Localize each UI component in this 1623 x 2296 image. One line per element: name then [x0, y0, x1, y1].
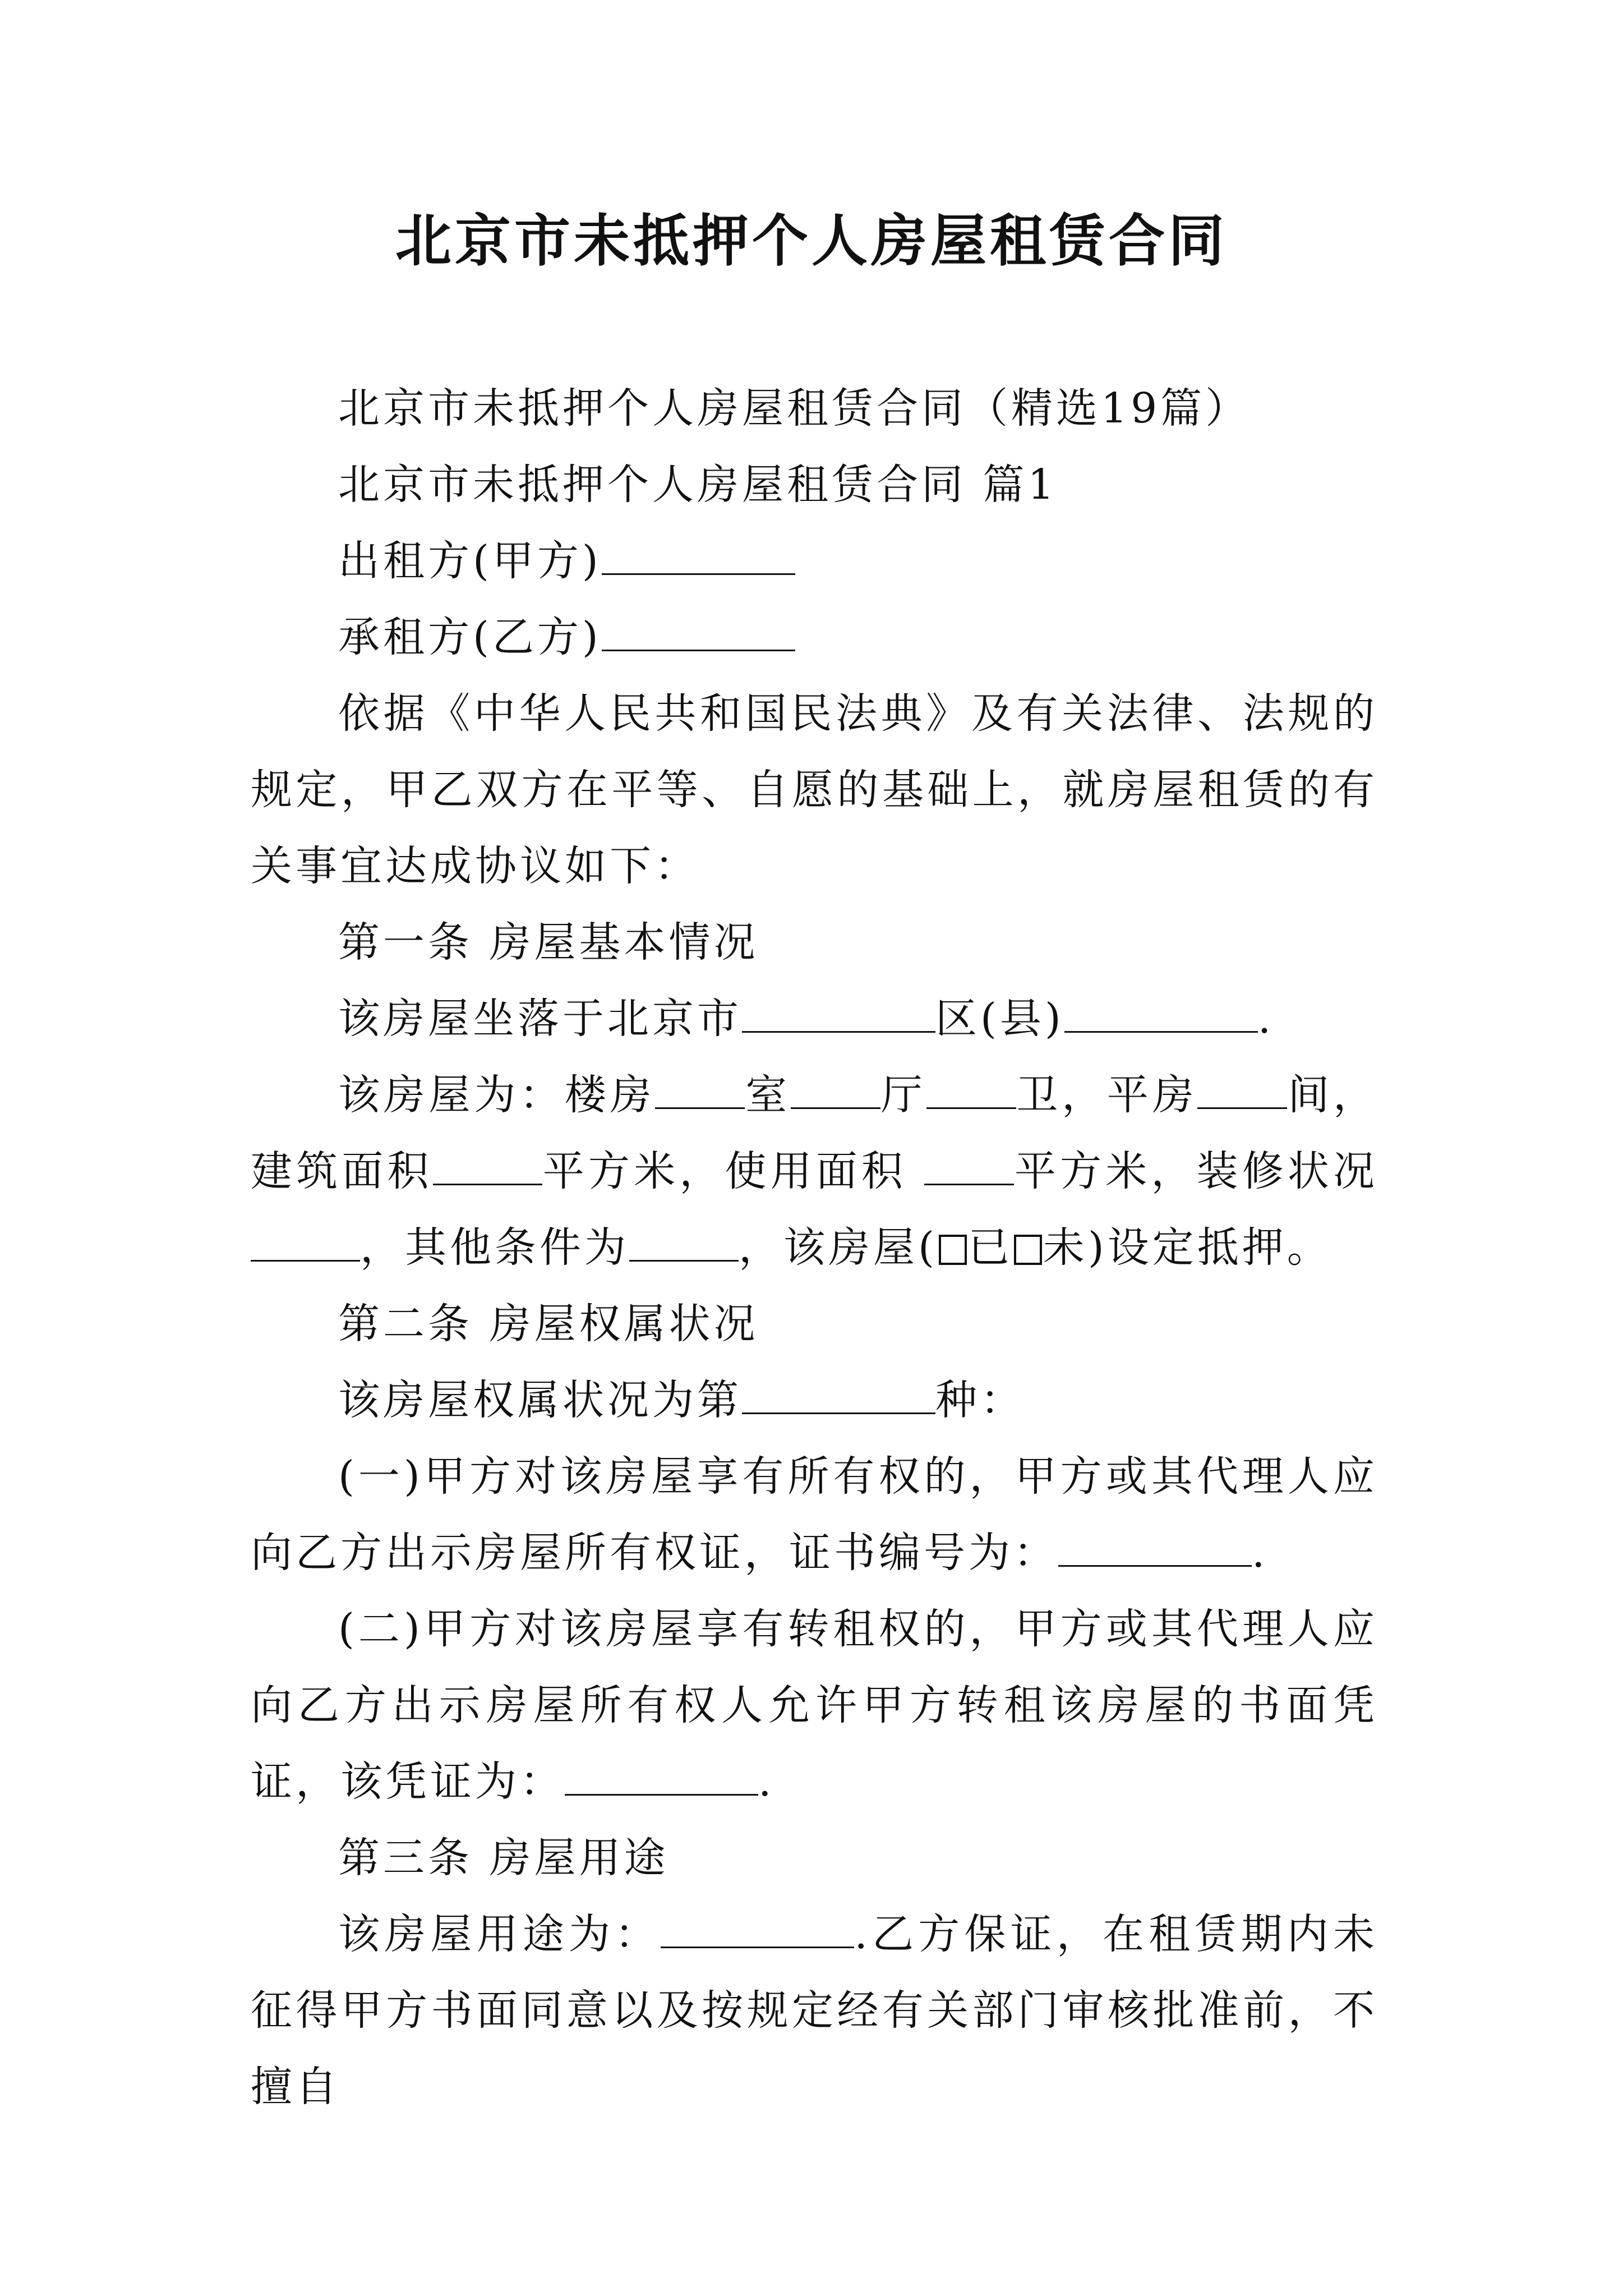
blank-line [251, 1223, 360, 1262]
text-fragment: . [1257, 995, 1275, 1043]
blank-line [1058, 1528, 1252, 1567]
text-fragment: 区(县) [935, 995, 1064, 1043]
text-fragment: 卫，平房 [1016, 1071, 1198, 1119]
text-fragment: 平方米，装修状况 [1013, 1147, 1378, 1195]
blank-line [433, 1147, 542, 1185]
text-fragment: 平方米，使用面积 [542, 1147, 924, 1195]
paragraph-usage [251, 1896, 1378, 2125]
paragraph-ownership-type [251, 1362, 1378, 1438]
blank-line [742, 1375, 935, 1414]
paragraph-house-type [251, 1057, 1378, 1286]
paragraph-lessee [251, 599, 1378, 675]
blank-line [1064, 994, 1258, 1033]
blank-line [1197, 1070, 1287, 1109]
blank-line [655, 1070, 745, 1109]
document-body [251, 370, 1378, 2125]
text-fragment: 间，建筑面积 [251, 1071, 1378, 1195]
text-fragment: ，其他条件为 [360, 1223, 629, 1272]
article-1-heading: 第一条 房屋基本情况 [338, 918, 759, 967]
blank-line [602, 536, 795, 575]
text-fragment: 该房屋为：楼房 [338, 1071, 656, 1119]
paragraph-lessor [251, 523, 1378, 599]
text-fragment: . [758, 1757, 775, 1806]
blank-line [661, 1910, 854, 1948]
paragraph-location [251, 981, 1378, 1057]
paragraph-section-title: 北京市未抵押个人房屋租赁合同 篇1 [338, 461, 1058, 509]
text-fragment: (一)甲方对该房屋享有所有权的，甲方或其代理人应向乙方出示房屋所有权证，证书编号为： [251, 1452, 1378, 1577]
paragraph-ownership-2 [251, 1591, 1378, 1820]
blank-line [742, 994, 935, 1033]
document-title: 北京市未抵押个人房屋租赁合同 [395, 208, 1228, 274]
text-fragment: 种： [935, 1376, 1025, 1424]
blank-line [926, 1070, 1016, 1109]
text-fragment: 该房屋坐落于北京市 [338, 995, 742, 1043]
text-fragment: .乙方保证，在租赁期内未征得甲方书面同意以及按规定经有关部门审核批准前，不擅自 [251, 1910, 1378, 2111]
text-fragment: 该房屋用途为： [338, 1910, 661, 1958]
text-fragment: 厅 [880, 1071, 926, 1119]
checkbox-icon [1014, 1235, 1042, 1265]
text-fragment: 该房屋权属状况为第 [338, 1376, 742, 1424]
text-fragment: ，该房屋( [739, 1223, 938, 1272]
article-3-heading: 第三条 房屋用途 [338, 1834, 669, 1882]
paragraph-ownership-1 [251, 1438, 1378, 1591]
blank-line [924, 1147, 1014, 1185]
blank-line [602, 613, 795, 651]
blank-line [791, 1070, 880, 1109]
blank-line [629, 1223, 739, 1262]
checkbox-icon [939, 1235, 967, 1265]
article-2-heading: 第二条 房屋权属状况 [338, 1300, 759, 1348]
text-fragment: 已 [967, 1223, 1013, 1272]
lessor-label: 出租方(甲方) [338, 537, 602, 585]
blank-line [565, 1757, 758, 1796]
paragraph-collection-title: 北京市未抵押个人房屋租赁合同（精选19篇） [338, 384, 1251, 432]
paragraph-preamble: 依据《中华人民共和国民法典》及有关法律、法规的规定，甲乙双方在平等、自愿的基础上，就房屋租赁的有关事宜达成协议如下： [251, 689, 1378, 890]
text-fragment: 室 [745, 1071, 791, 1119]
text-fragment: . [1252, 1529, 1269, 1577]
text-fragment: 未)设定抵押。 [1043, 1223, 1332, 1272]
text-fragment: (二)甲方对该房屋享有转租权的，甲方或其代理人应向乙方出示房屋所有权人允许甲方转租该房屋的书面凭证，该凭证为： [251, 1605, 1378, 1806]
lessee-label: 承租方(乙方) [338, 613, 602, 661]
